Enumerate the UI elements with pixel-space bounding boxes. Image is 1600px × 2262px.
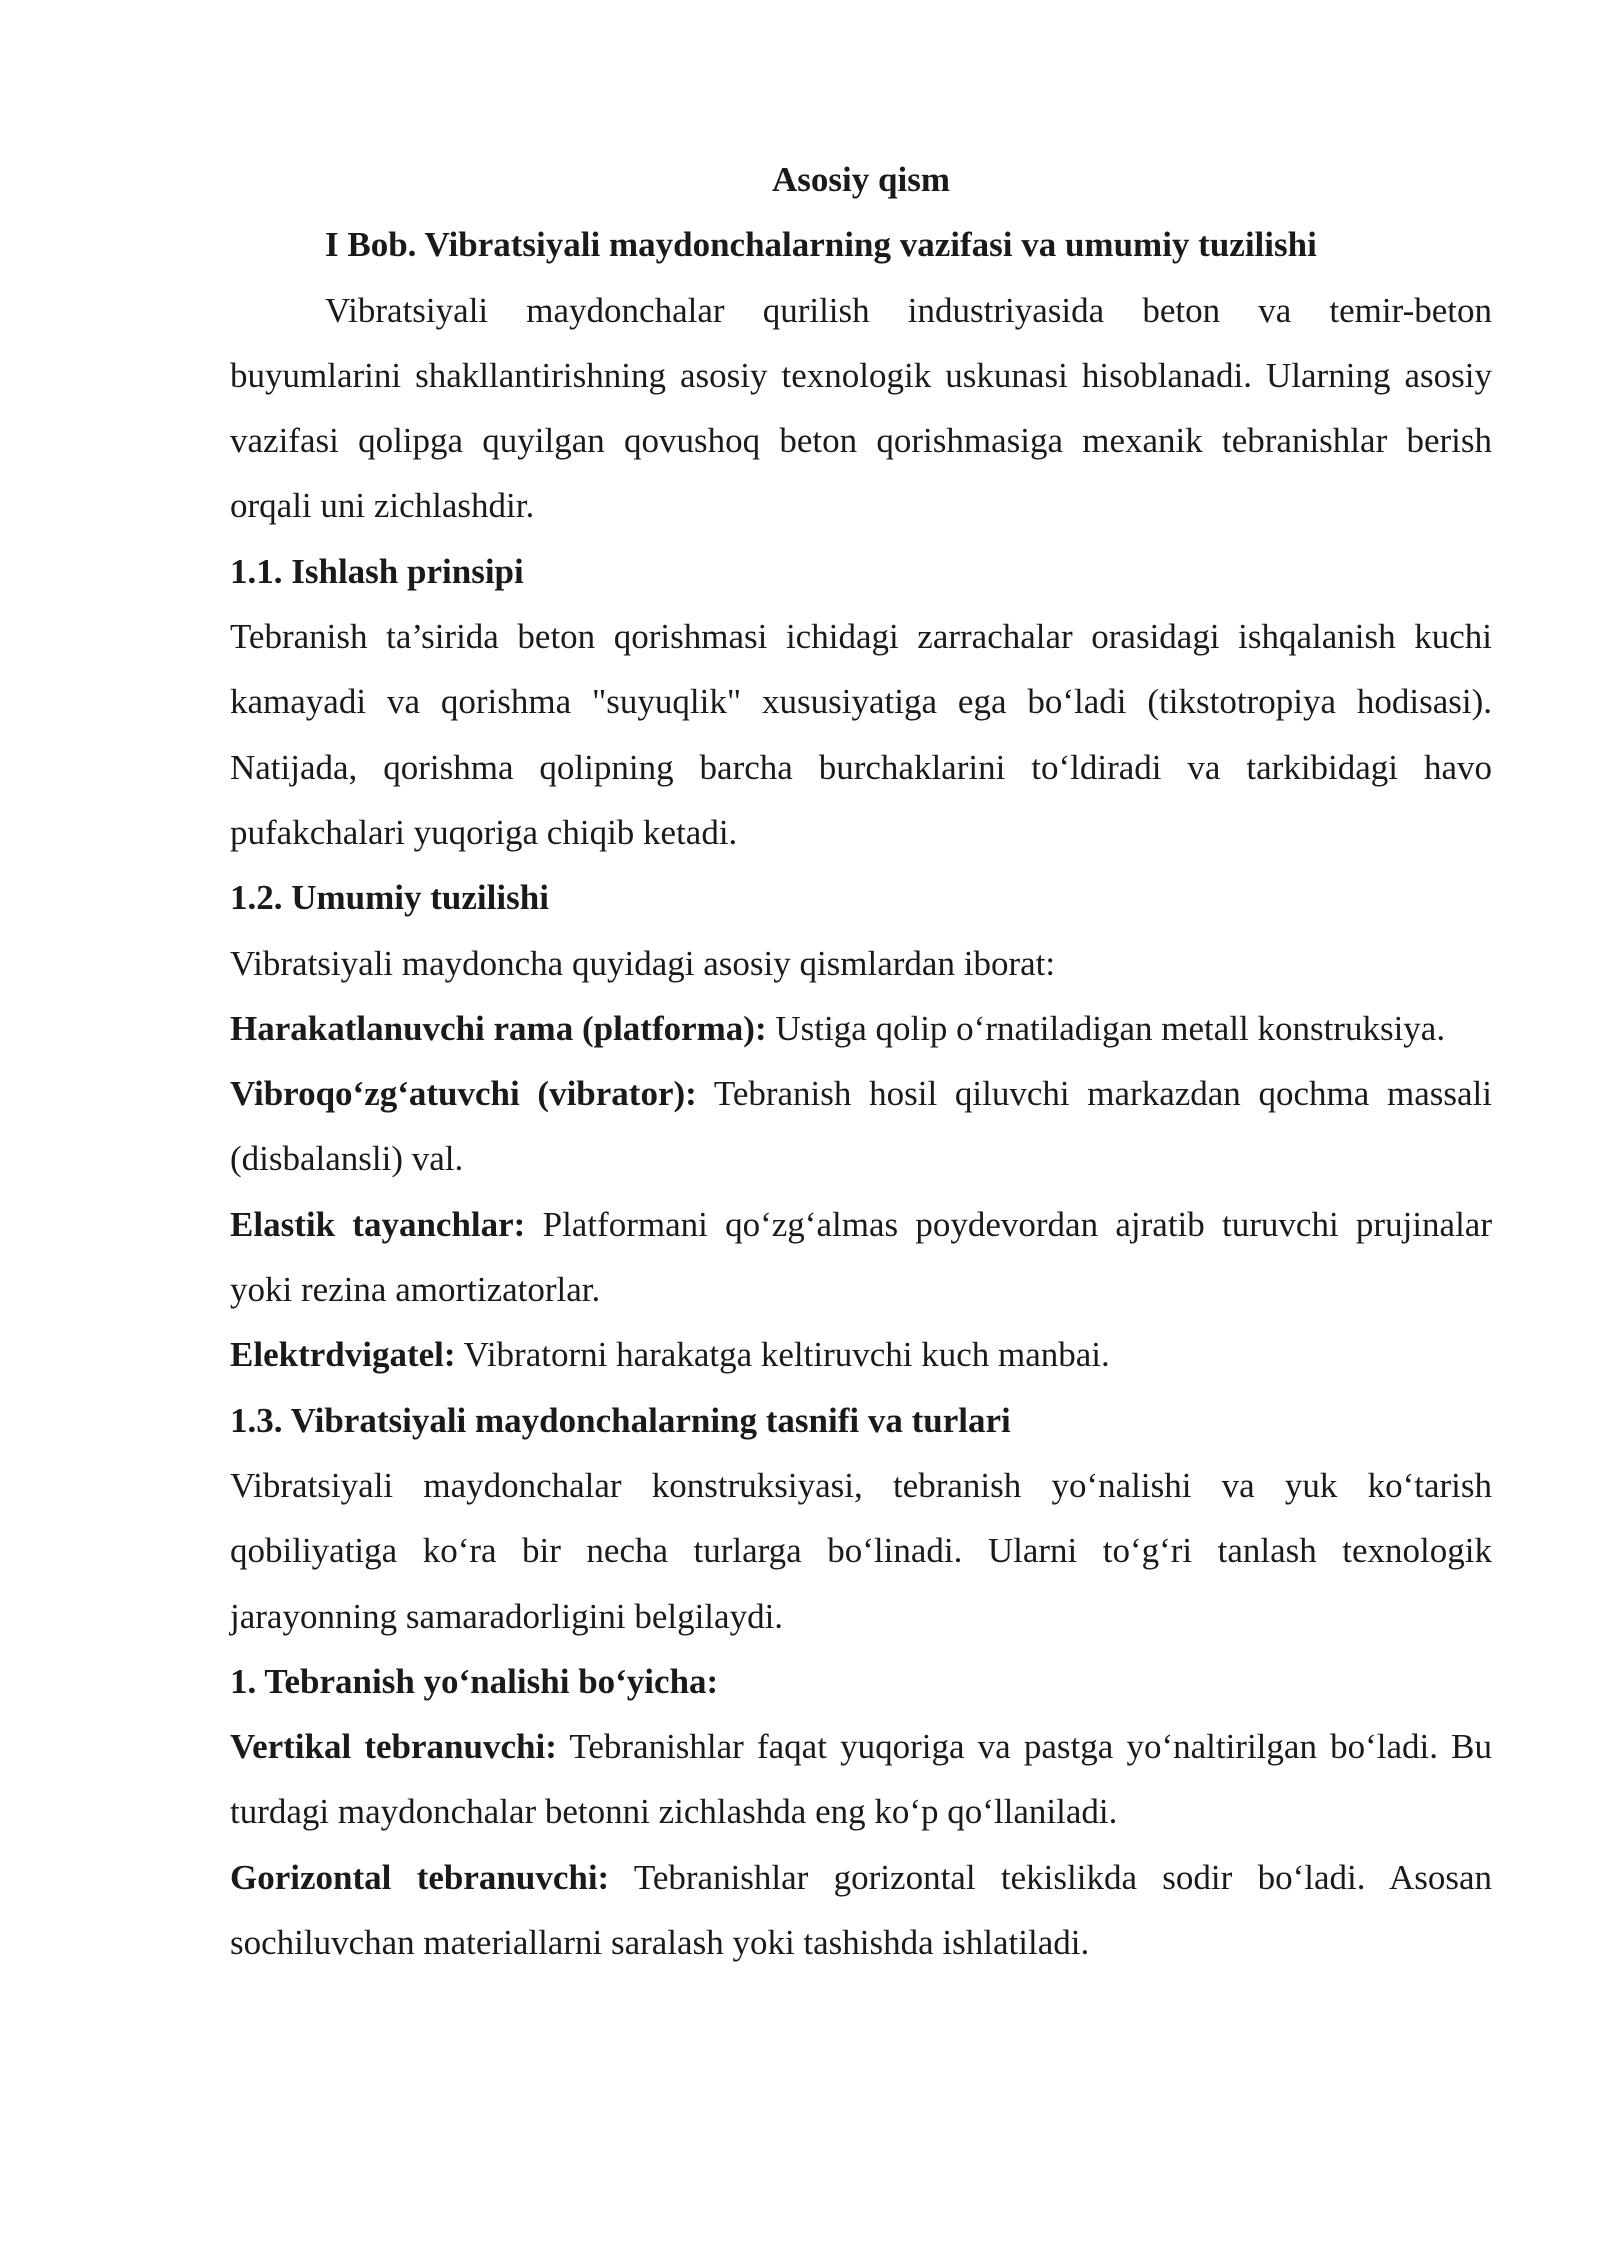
chapter-title: I Bob. Vibratsiyali maydonchalarning vazifasi va umumiy tuzilishi (325, 225, 1317, 265)
component-term: Elastik tayanchlar: (230, 1204, 526, 1244)
section-1-2-text: Vibratsiyali maydoncha quyidagi asosiy qismlardan iborat: (230, 943, 1056, 983)
section-heading-1-3: 1.3. Vibratsiyali maydonchalarning tasnifi va turlari (230, 1400, 1011, 1440)
component-item (230, 1061, 1492, 1192)
classification-term: Vertikal tebranuvchi: (230, 1727, 557, 1767)
classification-desc: Tebranishlar gorizontal tekislikda sodir bo‘ladi. Asosan sochiluvchan materiallarni saralash yoki tashishda ishlatiladi. (230, 1857, 1492, 1963)
section-1-1-text: Tebranish ta’sirida beton qorishmasi ichidagi zarrachalar orasidagi ishqalanish kuchi kamayadi va qorishma "suyuqlik" xususiyatiga ega bo‘ladi (tikstotropiya hodisasi). Natijada, qorishma qolipning barcha burchaklarini to‘ldiradi va tarkibidagi havo pufakchalari yuqoriga chiqib ketadi. (230, 617, 1492, 852)
section-heading-1-1: 1.1. Ishlash prinsipi (230, 551, 524, 591)
classification-item (230, 1845, 1492, 1976)
component-desc: Ustiga qolip o‘rnatiladigan metall konstruksiya. (766, 1008, 1446, 1048)
document-page (230, 147, 1492, 1975)
classification-desc: Tebranishlar faqat yuqoriga va pastga yo‘naltirilgan bo‘ladi. Bu turdagi maydonchalar betonni zichlashda eng ko‘p qo‘llaniladi. (230, 1727, 1492, 1832)
component-term: Elektrdvigatel: (230, 1335, 456, 1375)
classification-item (230, 1714, 1492, 1845)
component-item (230, 996, 1492, 1061)
main-title: Asosiy qism (772, 160, 950, 199)
component-term: Vibroqo‘zg‘atuvchi (vibrator): (230, 1074, 697, 1114)
section-heading-1-2: 1.2. Umumiy tuzilishi (230, 878, 549, 918)
classification-term: Gorizontal tebranuvchi: (230, 1857, 610, 1897)
component-item (230, 1192, 1492, 1323)
component-desc: Platformani qo‘zg‘almas poydevordan ajratib turuvchi prujinalar yoki rezina amortizatorlar. (230, 1204, 1492, 1310)
component-item (230, 1322, 1492, 1387)
component-term: Harakatlanuvchi rama (platforma): (230, 1008, 767, 1048)
component-desc: Tebranish hosil qiluvchi markazdan qochma massali (disbalansli) val. (230, 1074, 1492, 1179)
section-1-3-text: Vibratsiyali maydonchalar konstruksiyasi, tebranish yo‘nalishi va yuk ko‘tarish qobiliyatiga ko‘ra bir necha turlarga bo‘linadi. Ularni to‘g‘ri tanlash texnologik jarayonning samaradorligini belgilaydi. (230, 1465, 1492, 1636)
intro-paragraph: Vibratsiyali maydonchalar qurilish industriyasida beton va temir-beton buyumlarini shakllantirishning asosiy texnologik uskunasi hisoblanadi. Ularning asosiy vazifasi qolipga quyilgan qovushoq beton qorishmasiga mexanik tebranishlar berish orqali uni zichlashdir. (230, 290, 1492, 526)
classification-subheading: 1. Tebranish yo‘nalishi bo‘yicha: (230, 1661, 719, 1701)
component-desc: Vibratorni harakatga keltiruvchi kuch manbai. (455, 1335, 1110, 1375)
